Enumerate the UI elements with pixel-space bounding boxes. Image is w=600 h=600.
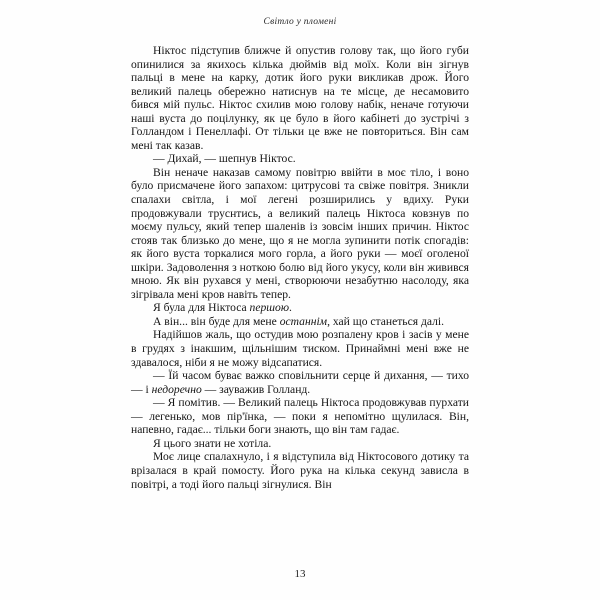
paragraph-4-text-after: .: [289, 301, 292, 315]
paragraph-4-emphasis: першою: [249, 301, 289, 315]
body-text-block: [131, 44, 469, 491]
paragraph-7-dialogue: [131, 369, 469, 396]
paragraph-4-text-before: Я була для Ніктоса: [153, 301, 250, 315]
paragraph-1: Ніктос підступив ближче й опустив голову так, що його губи опинилися за якихось кілька дюймів від моїх. Коли він зігнув пальці в мене на карку, дотик його руки викликав дрож. Його великий палець обережно натиснув на те місце, де несамовито бився мій пульс. Ніктос схилив мою голову набік, неначе готуючи наші вуста до поцілунку, як це було в його кабінеті до зустрічі з Голландом і Пенеллафі. От тільки це вже не повториться. Він сам мені так казав.: [131, 44, 469, 152]
paragraph-3: Він неначе наказав самому повітрю ввійти в моє тіло, і воно було присмачене його запахом: цитрусові та свіже повітря. Зникли спалахи світла, і мої легені розширились у вдиху. Руки продовжували труснтись, а великий палець Ніктоса ковзнув по моєму пульсу, який тепер шаленів із зовсім інших причин. Ніктос стояв так близько до мене, що я не могла зупинити потік спогадів: як його вуста торкалися мого горла, а його руки — моєї оголеної шкіри. Задоволення з ноткою болю від його укусу, коли він живився мною. Як він рухався у мені, створюючи незабутню насолоду, яка зігрівала мені кров навіть тепер.: [131, 165, 469, 301]
paragraph-5-text-before: А він... він буде для мене: [153, 314, 280, 328]
paragraph-5-emphasis: останнім: [279, 314, 328, 328]
paragraph-8-dialogue: — Я помітив. — Великий палець Ніктоса продовжував пурхати — легенько, мов пір'їнка, — поки я непомітно щулилася. Він, напевно, гадає... тільки боги знають, що він там гадає.: [131, 396, 469, 437]
paragraph-5: [131, 315, 469, 329]
running-head: Світло у пломені: [263, 17, 337, 27]
paragraph-5-text-after: , хай що станеться далі.: [327, 314, 445, 328]
page-number: 13: [294, 568, 306, 580]
paragraph-7-text-before: — Їй часом буває важко сповільнити серце й дихання, — тихо — і: [131, 369, 469, 396]
paragraph-10: Моє лице спалахнуло, і я відступила від Ніктосового дотику та врізалася в край помосту. Його рука на кілька секунд зависла в повітрі, а тоді його пальці зігнулися. Він: [131, 450, 469, 491]
paragraph-6: Надійшов жаль, що остудив мою розпалену кров і засів у мене в грудях з інакшим, щільнішим тиском. Принаймні мені вже не здавалося, ніби я не можу відсапатися.: [131, 328, 469, 369]
paragraph-7-emphasis: недоречно: [151, 382, 202, 396]
paragraph-4: [131, 301, 469, 315]
paragraph-2-dialogue: — Дихай, — шепнув Ніктос.: [153, 152, 296, 166]
paragraph-9: Я цього знати не хотіла.: [153, 436, 272, 450]
paragraph-7-text-after: — зауважив Голланд.: [201, 382, 311, 396]
